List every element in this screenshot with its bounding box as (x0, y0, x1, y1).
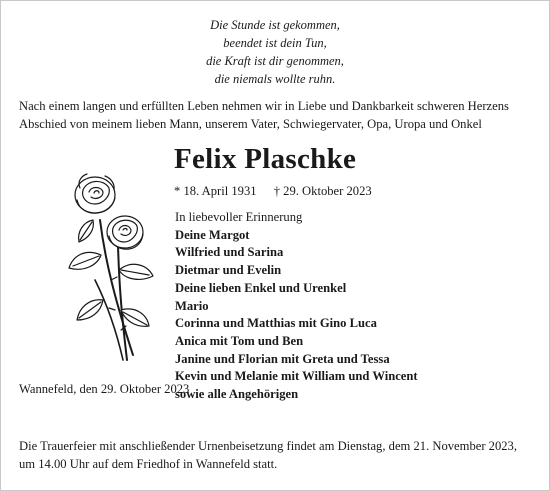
mourner-entry: Anica mit Tom und Ben (175, 333, 304, 348)
intro-text (19, 97, 539, 133)
mourner-entry: Kevin und Melanie mit William und Wincent (175, 369, 418, 384)
funeral-service-info (19, 437, 539, 473)
poem-line: Die Stunde ist gekommen, (210, 18, 340, 32)
mourners-list (175, 209, 418, 404)
rose-illustration-icon (55, 160, 170, 370)
intro-line: Abschied von meinem lieben Mann, unserem Vater, Schwiegervater, Opa, Uropa und Onkel (19, 117, 482, 131)
death-date: † 29. Oktober 2023 (273, 184, 372, 198)
place-and-date: Wannefeld, den 29. Oktober 2023 (19, 382, 190, 396)
poem-line: die niemals wollte ruhn. (214, 72, 336, 86)
mourner-entry: Corinna und Matthias mit Gino Luca (175, 316, 377, 331)
birth-date: * 18. April 1931 (174, 184, 257, 198)
mourner-entry: Janine und Florian mit Greta und Tessa (175, 351, 390, 366)
poem-line: beendet ist dein Tun, (223, 36, 327, 50)
life-dates (174, 182, 372, 200)
poem-line: die Kraft ist dir genommen, (206, 54, 344, 68)
mourner-entry: Deine Margot (175, 227, 250, 242)
mourners-lead: In liebevoller Erinnerung (175, 210, 303, 224)
mourner-entry: Dietmar und Evelin (175, 263, 282, 278)
mourner-entry: sowie alle Angehörigen (175, 387, 299, 402)
mourner-entry: Deine lieben Enkel und Urenkel (175, 280, 347, 295)
poem (0, 16, 550, 88)
service-line: Die Trauerfeier mit anschließender Urnenbeisetzung findet am Dienstag, dem 21. November 2023, (19, 439, 518, 453)
mourner-entry: Mario (175, 298, 209, 313)
deceased-name: Felix Plaschke (174, 143, 357, 175)
service-line: um 14.00 Uhr auf dem Friedhof in Wannefeld statt. (19, 457, 278, 471)
intro-line: Nach einem langen und erfüllten Leben nehmen wir in Liebe und Dankbarkeit schweren Herzens (19, 99, 509, 113)
mourner-entry: Wilfried und Sarina (175, 245, 284, 260)
